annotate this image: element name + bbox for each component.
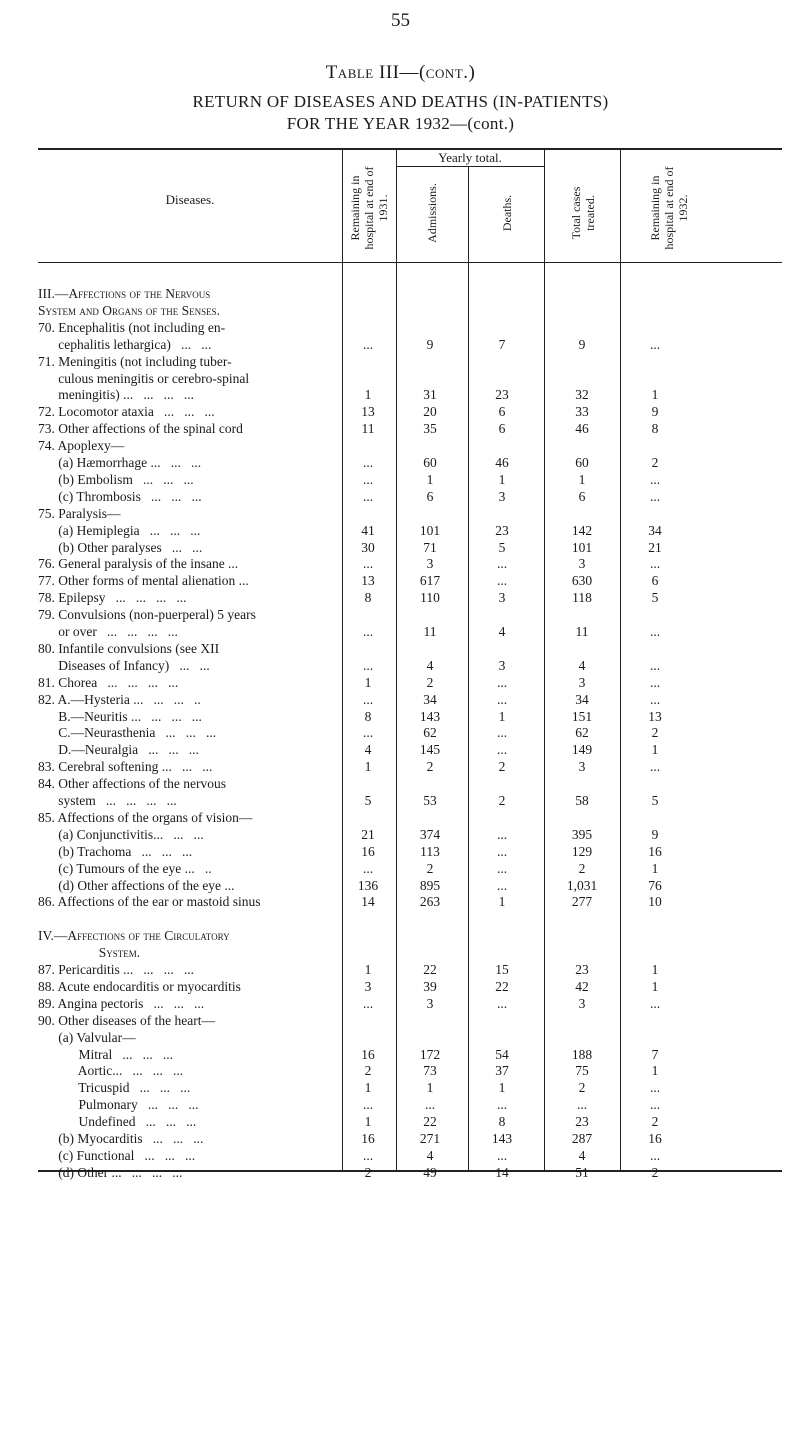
remaining-1932-value: ...	[649, 1147, 661, 1163]
deaths-value: 1	[498, 894, 506, 910]
remaining-1931-value: ...	[362, 556, 374, 572]
total-cases-value: 33	[575, 404, 589, 420]
admissions-value: 22	[423, 962, 437, 977]
col-rule	[468, 166, 469, 1172]
page-number: 55	[391, 10, 410, 31]
remaining-1932-value: ...	[649, 759, 661, 775]
remaining-1932-value: 2	[651, 725, 659, 741]
remaining-1932-value: 1	[651, 387, 659, 403]
total-cases-value: 3	[578, 995, 586, 1011]
total-cases-value: 188	[571, 1046, 593, 1062]
disease-label: (a) Hemiplegia ... ... ...	[38, 522, 201, 538]
disease-label: 90. Other diseases of the heart—	[38, 1012, 215, 1028]
remaining-1932-value: 9	[651, 404, 659, 420]
deaths-value: 2	[498, 793, 506, 808]
remaining-1932-value: 6	[651, 573, 659, 589]
remaining-1931-value: ...	[362, 471, 374, 487]
remaining-1932-value: 1	[651, 860, 659, 876]
disease-label: 70. Encephalitis (not including en-	[38, 319, 226, 335]
col-rule	[342, 148, 343, 1172]
deaths-value: ...	[496, 742, 508, 758]
remaining-1931-value: 2	[364, 1164, 372, 1180]
admissions-value: 145	[419, 742, 441, 758]
remaining-1931-value: ...	[362, 1097, 374, 1113]
disease-label: 89. Angina pectoris ... ... ...	[38, 995, 205, 1011]
remaining-1931-value: 13	[361, 573, 375, 589]
remaining-1932-value: 7	[651, 1046, 659, 1062]
remaining-1932-value: 16	[648, 843, 662, 859]
deaths-value: ...	[496, 1147, 508, 1163]
deaths-value: ...	[496, 674, 508, 690]
total-cases-value: 118	[572, 590, 592, 606]
deaths-value: ...	[496, 877, 508, 893]
deaths-value: 3	[498, 590, 506, 606]
disease-label: D.—Neuralgia ... ... ...	[38, 742, 199, 758]
admissions-value: ...	[424, 1097, 436, 1113]
disease-label: meningitis) ... ... ... ...	[38, 387, 194, 403]
disease-label: Mitral ... ... ...	[38, 1046, 173, 1062]
total-cases-value: 129	[571, 843, 593, 859]
disease-label: (b) Embolism ... ... ...	[38, 471, 194, 487]
admissions-value: 11	[423, 624, 437, 639]
remaining-1931-value: 1	[364, 759, 372, 775]
disease-label: Pulmonary ... ... ...	[38, 1097, 199, 1113]
admissions-value: 34	[423, 691, 437, 707]
disease-label: (d) Other ... ... ... ...	[38, 1164, 183, 1180]
total-cases-value: 3	[578, 674, 586, 690]
deaths-value: 3	[498, 657, 506, 673]
remaining-1932-value: ...	[649, 657, 661, 673]
admissions-value: 2	[426, 674, 434, 690]
disease-label: 73. Other affections of the spinal cord	[38, 421, 243, 437]
remaining-1932-value: 10	[648, 894, 662, 910]
deaths-value: 1	[498, 1080, 506, 1096]
disease-label: (a) Conjunctivitis... ... ...	[38, 826, 204, 842]
total-cases-value: 75	[575, 1063, 589, 1079]
remaining-1932-value: ...	[649, 674, 661, 690]
remaining-1931-value: 30	[361, 539, 375, 555]
remaining-1932-value: ...	[649, 691, 661, 707]
remaining-1932-value: 13	[648, 708, 662, 724]
disease-label: 75. Paralysis—	[38, 505, 121, 521]
admissions-value: 143	[419, 708, 441, 724]
total-cases-value: 32	[575, 387, 589, 403]
yearly-total-rule	[396, 166, 544, 167]
admissions-value: 101	[419, 522, 441, 538]
remaining-1931-value: ...	[362, 336, 374, 352]
header-yearly-total: Yearly total.	[438, 150, 502, 165]
admissions-value: 35	[423, 421, 437, 437]
deaths-value: 22	[495, 978, 509, 994]
total-cases-value: 11	[575, 624, 589, 639]
remaining-1932-value: 76	[648, 877, 662, 893]
total-cases-value: 149	[571, 742, 593, 758]
total-cases-value: 101	[571, 539, 593, 555]
remaining-1931-value: 21	[361, 826, 375, 842]
admissions-value: 110	[420, 590, 440, 606]
disease-label: IV.—Affections of the Circulatory	[38, 928, 230, 944]
header-remaining-1931	[348, 158, 390, 258]
total-cases-value: 23	[575, 962, 589, 977]
col-rule	[620, 148, 621, 1172]
total-cases-value: 23	[575, 1114, 589, 1130]
remaining-1932-value: 16	[648, 1131, 662, 1146]
header-remaining-1932	[648, 158, 690, 258]
remaining-1931-value: ...	[362, 691, 374, 707]
remaining-1931-value: ...	[362, 455, 374, 470]
deaths-value: 6	[498, 404, 506, 420]
deaths-value: ...	[496, 573, 508, 589]
disease-label: System and Organs of the Senses.	[38, 302, 221, 318]
admissions-value: 49	[423, 1164, 437, 1180]
deaths-value: ...	[496, 995, 508, 1011]
disease-label: 78. Epilepsy ... ... ... ...	[38, 590, 187, 606]
deaths-value: 1	[498, 471, 506, 487]
disease-label: 80. Infantile convulsions (see XII	[38, 640, 220, 656]
admissions-value: 53	[423, 793, 437, 808]
disease-label: 72. Locomotor ataxia ... ... ...	[38, 404, 215, 420]
disease-label: 76. General paralysis of the insane ...	[38, 556, 239, 572]
disease-label: 71. Meningitis (not including tuber-	[38, 353, 232, 369]
admissions-value: 2	[426, 759, 434, 775]
disease-label: 77. Other forms of mental alienation ...	[38, 573, 249, 589]
admissions-value: 60	[423, 455, 437, 470]
total-cases-value: 2	[578, 1080, 586, 1096]
remaining-1932-value: 5	[651, 590, 659, 606]
admissions-value: 2	[426, 860, 434, 876]
admissions-value: 71	[423, 539, 437, 555]
disease-label: cephalitis lethargica) ... ...	[38, 336, 212, 352]
total-cases-value: 287	[571, 1131, 593, 1146]
remaining-1931-value: 16	[361, 1046, 375, 1062]
disease-label: System.	[38, 945, 141, 961]
col-rule	[544, 148, 545, 1172]
deaths-value: 15	[495, 962, 509, 977]
remaining-1931-value: ...	[362, 860, 374, 876]
deaths-value: 5	[498, 539, 506, 555]
total-cases-value: 62	[575, 725, 589, 741]
table-heading-line-1: RETURN OF DISEASES AND DEATHS (IN-PATIENTS)	[192, 92, 609, 111]
disease-label: (a) Valvular—	[38, 1029, 136, 1045]
remaining-1931-value: 1	[364, 674, 372, 690]
admissions-value: 22	[423, 1114, 437, 1130]
admissions-value: 39	[423, 978, 437, 994]
admissions-value: 374	[419, 826, 441, 842]
remaining-1931-value: 41	[361, 522, 375, 538]
remaining-1931-value: 16	[361, 1131, 375, 1146]
disease-label: culous meningitis or cerebro-spinal	[38, 370, 250, 386]
remaining-1932-value: 2	[651, 1164, 659, 1180]
remaining-1931-value: ...	[362, 657, 374, 673]
header-total-cases-text: Total cases treated.	[569, 186, 597, 240]
disease-label: (c) Tumours of the eye ... ..	[38, 860, 212, 876]
deaths-value: 7	[498, 336, 506, 352]
total-cases-value: 9	[578, 336, 586, 352]
table-heading-line-2: FOR THE YEAR 1932—(cont.)	[286, 114, 515, 133]
total-cases-value: 60	[575, 455, 589, 470]
header-remaining-1931-text: Remaining in hospital at end of 1931.	[348, 166, 390, 250]
admissions-value: 3	[426, 556, 434, 572]
col-rule	[396, 148, 397, 1172]
table-title: Table III—(cont.)	[325, 62, 476, 83]
deaths-value: ...	[496, 860, 508, 876]
remaining-1932-value: ...	[649, 995, 661, 1011]
remaining-1931-value: 1	[364, 962, 372, 977]
admissions-value: 73	[423, 1063, 437, 1079]
remaining-1931-value: ...	[362, 1147, 374, 1163]
deaths-value: 23	[495, 387, 509, 403]
remaining-1932-value: ...	[649, 624, 661, 639]
admissions-value: 172	[419, 1046, 441, 1062]
deaths-value: 46	[495, 455, 509, 470]
remaining-1932-value: 1	[651, 742, 659, 758]
remaining-1931-value: 4	[364, 742, 372, 758]
remaining-1932-value: 21	[648, 539, 662, 555]
total-cases-value: 4	[578, 657, 586, 673]
remaining-1932-value: 34	[648, 522, 662, 538]
disease-label: 85. Affections of the organs of vision—	[38, 809, 253, 825]
diseases-table	[38, 148, 782, 1208]
remaining-1932-value: 2	[651, 455, 659, 470]
deaths-value: 37	[495, 1063, 509, 1079]
deaths-value: ...	[496, 725, 508, 741]
header-remaining-1932-text: Remaining in hospital at end of 1932.	[648, 166, 690, 250]
total-cases-value: 2	[578, 860, 586, 876]
admissions-value: 895	[419, 877, 441, 893]
disease-label: or over ... ... ... ...	[38, 624, 178, 639]
remaining-1931-value: ...	[362, 995, 374, 1011]
admissions-value: 4	[426, 1147, 434, 1163]
disease-label: (b) Myocarditis ... ... ...	[38, 1131, 204, 1146]
disease-label: (c) Thrombosis ... ... ...	[38, 488, 202, 504]
admissions-value: 113	[420, 843, 440, 859]
deaths-value: 23	[495, 522, 509, 538]
disease-label: (d) Other affections of the eye ...	[38, 877, 235, 893]
header-deaths-text: Deaths.	[500, 194, 514, 232]
disease-label: 79. Convulsions (non-puerperal) 5 years	[38, 607, 256, 623]
admissions-value: 62	[423, 725, 437, 741]
remaining-1931-value: 5	[364, 793, 372, 808]
remaining-1932-value: ...	[649, 336, 661, 352]
header-deaths	[500, 168, 514, 258]
disease-label: (b) Trachoma ... ... ...	[38, 843, 193, 859]
admissions-value: 20	[423, 404, 437, 420]
disease-label: 84. Other affections of the nervous	[38, 776, 226, 792]
disease-label: system ... ... ... ...	[38, 793, 177, 808]
deaths-value: 3	[498, 488, 506, 504]
deaths-value: ...	[496, 826, 508, 842]
admissions-value: 31	[423, 387, 437, 403]
disease-label: C.—Neurasthenia ... ... ...	[38, 725, 217, 741]
disease-label: (b) Other paralyses ... ...	[38, 539, 203, 555]
admissions-value: 4	[426, 657, 434, 673]
disease-label: III.—Affections of the Nervous	[38, 286, 211, 301]
admissions-value: 1	[426, 471, 434, 487]
disease-label: Tricuspid ... ... ...	[38, 1080, 191, 1096]
total-cases-value: 151	[571, 708, 593, 724]
total-cases-value: 34	[575, 691, 589, 707]
deaths-value: 1	[498, 708, 506, 724]
total-cases-value: 630	[571, 573, 593, 589]
disease-label: 86. Affections of the ear or mastoid sinus	[38, 894, 261, 910]
deaths-value: 14	[495, 1164, 509, 1180]
total-cases-value: 1,031	[566, 877, 598, 893]
admissions-value: 263	[419, 894, 441, 910]
remaining-1932-value: ...	[649, 488, 661, 504]
admissions-value: 271	[419, 1131, 441, 1146]
deaths-value: 6	[498, 421, 506, 437]
total-cases-value: 51	[575, 1164, 589, 1180]
remaining-1932-value: ...	[649, 1097, 661, 1113]
total-cases-value: 277	[571, 894, 593, 910]
header-bottom-rule	[38, 262, 782, 263]
admissions-value: 1	[426, 1080, 434, 1096]
header-admissions-text: Admissions.	[425, 183, 439, 243]
admissions-value: 9	[426, 336, 434, 352]
remaining-1931-value: ...	[362, 725, 374, 741]
deaths-value: 8	[498, 1114, 506, 1130]
deaths-value: ...	[496, 691, 508, 707]
remaining-1931-value: 8	[364, 590, 372, 606]
remaining-1931-value: 2	[364, 1063, 372, 1079]
remaining-1931-value: 13	[361, 404, 375, 420]
total-cases-value: 6	[578, 488, 586, 504]
total-cases-value: 142	[571, 522, 593, 538]
disease-label: Diseases of Infancy) ... ...	[38, 657, 210, 673]
remaining-1932-value: 1	[651, 962, 659, 977]
total-cases-value: 46	[575, 421, 589, 437]
admissions-value: 3	[426, 995, 434, 1011]
remaining-1931-value: 1	[364, 1080, 372, 1096]
remaining-1931-value: 11	[361, 421, 375, 437]
remaining-1932-value: 2	[651, 1114, 659, 1130]
remaining-1932-value: ...	[649, 1080, 661, 1096]
disease-label: 82. A.—Hysteria ... ... ... ..	[38, 691, 201, 707]
disease-label: (a) Hæmorrhage ... ... ...	[38, 455, 202, 470]
remaining-1931-value: 8	[364, 708, 372, 724]
total-cases-value: 1	[578, 471, 586, 487]
total-cases-value: 42	[575, 978, 589, 994]
admissions-value: 6	[426, 488, 434, 504]
deaths-value: 2	[498, 759, 506, 775]
deaths-value: ...	[496, 843, 508, 859]
disease-label: 83. Cerebral softening ... ... ...	[38, 759, 213, 775]
remaining-1932-value: 1	[651, 978, 659, 994]
total-cases-value: 3	[578, 759, 586, 775]
disease-label: Aortic... ... ... ...	[38, 1063, 184, 1079]
disease-label: 88. Acute endocarditis or myocarditis	[38, 978, 241, 994]
remaining-1932-value: 8	[651, 421, 659, 437]
total-cases-value: ...	[576, 1097, 588, 1113]
deaths-value: ...	[496, 1097, 508, 1113]
remaining-1932-value: ...	[649, 471, 661, 487]
remaining-1932-value: 5	[651, 793, 659, 808]
total-cases-value: 58	[575, 793, 589, 808]
disease-label: B.—Neuritis ... ... ... ...	[38, 708, 202, 724]
header-total-cases	[569, 168, 597, 258]
remaining-1931-value: 136	[357, 877, 379, 893]
remaining-1932-value: 1	[651, 1063, 659, 1079]
admissions-value: 617	[419, 573, 441, 589]
header-admissions	[425, 168, 439, 258]
remaining-1931-value: 1	[364, 1114, 372, 1130]
total-cases-value: 3	[578, 556, 586, 572]
header-diseases: Diseases.	[165, 192, 215, 207]
remaining-1931-value: ...	[362, 488, 374, 504]
remaining-1932-value: 9	[651, 826, 659, 842]
deaths-value: 143	[491, 1131, 513, 1146]
total-cases-value: 395	[571, 826, 593, 842]
remaining-1931-value: 1	[364, 387, 372, 403]
remaining-1932-value: ...	[649, 556, 661, 572]
deaths-value: 54	[495, 1046, 509, 1062]
remaining-1931-value: 16	[361, 843, 375, 859]
disease-label: 74. Apoplexy—	[38, 438, 125, 454]
remaining-1931-value: 14	[361, 894, 375, 910]
deaths-value: 4	[498, 624, 506, 639]
remaining-1931-value: 3	[364, 978, 372, 994]
total-cases-value: 4	[578, 1147, 586, 1163]
disease-label: Undefined ... ... ...	[38, 1114, 197, 1130]
remaining-1931-value: ...	[362, 624, 374, 639]
disease-label: 81. Chorea ... ... ... ...	[38, 674, 179, 690]
deaths-value: ...	[496, 556, 508, 572]
disease-label: 87. Pericarditis ... ... ... ...	[38, 962, 194, 977]
disease-label: (c) Functional ... ... ...	[38, 1147, 196, 1163]
